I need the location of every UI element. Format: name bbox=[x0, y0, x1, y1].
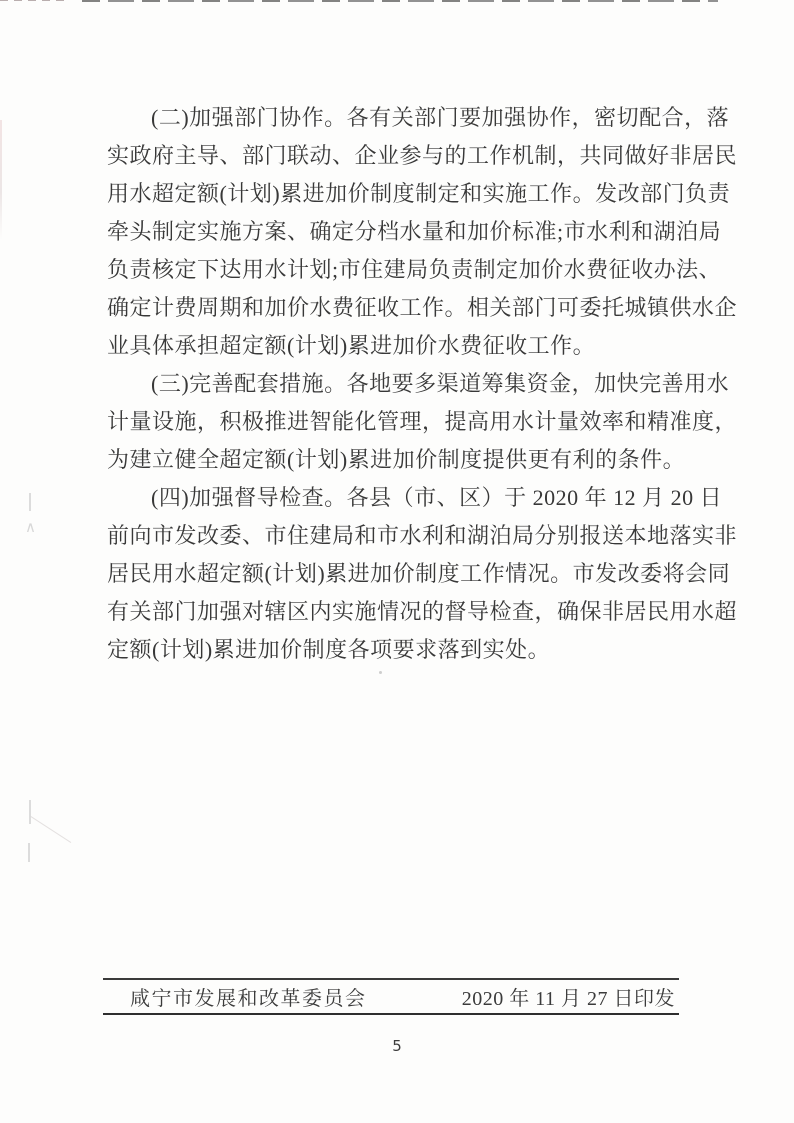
text-line: 定额(计划)累进加价制度各项要求落到实处。 bbox=[107, 637, 551, 662]
text-line: 负责核定下达用水计划;市住建局负责制定加价水费征收办法、 bbox=[107, 257, 722, 282]
text-line: (二)加强部门协作。各有关部门要加强协作，密切配合，落 bbox=[151, 105, 730, 130]
scan-smudge-artifact bbox=[29, 493, 31, 511]
scan-smudge-artifact bbox=[28, 843, 30, 862]
text-line: 业具体承担超定额(计划)累进加价水费征收工作。 bbox=[107, 333, 596, 358]
scan-smudge-artifact bbox=[30, 816, 71, 843]
text-line: 居民用水超定额(计划)累进加价制度工作情况。市发改委将会同 bbox=[107, 561, 731, 586]
footer-content bbox=[103, 980, 679, 1013]
scan-edge-top-left-artifact bbox=[0, 0, 70, 1]
text-line: 计量设施，积极推进智能化管理，提高用水计量效率和精准度， bbox=[107, 409, 738, 434]
scan-edge-left-artifact bbox=[0, 120, 2, 240]
text-line: 为建立健全超定额(计划)累进加价制度提供更有利的条件。 bbox=[107, 447, 686, 472]
print-date: 2020 年 11 月 27 日印发 bbox=[461, 988, 675, 1010]
text-line: 实政府主导、部门联动、企业参与的工作机制，共同做好非居民 bbox=[107, 143, 738, 168]
text-line: 前向市发改委、市住建局和市水利和湖泊局分别报送本地落实非 bbox=[107, 523, 738, 548]
text-line: 用水超定额(计划)累进加价制度制定和实施工作。发改部门负责 bbox=[107, 181, 731, 206]
scan-edge-top-artifact bbox=[82, 0, 718, 2]
text-line: (四)加强督导检查。各县（市、区）于 2020 年 12 月 20 日 bbox=[151, 485, 723, 510]
text-line: 确定计费周期和加价水费征收工作。相关部门可委托城镇供水企 bbox=[107, 295, 738, 320]
scan-smudge-artifact: ∧ bbox=[25, 518, 36, 536]
issuing-agency: 咸宁市发展和改革委员会 bbox=[130, 988, 367, 1010]
text-line: (三)完善配套措施。各地要多渠道筹集资金，加快完善用水 bbox=[151, 371, 730, 396]
text-line: 有关部门加强对辖区内实施情况的督导检查，确保非居民用水超 bbox=[107, 599, 738, 624]
page-number: 5 bbox=[392, 1037, 402, 1055]
text-line: 牵头制定实施方案、确定分档水量和加价标准;市水利和湖泊局 bbox=[107, 219, 722, 244]
scan-dot-artifact bbox=[379, 671, 382, 674]
footer-rule-bottom bbox=[103, 1013, 679, 1015]
document-body bbox=[107, 99, 738, 669]
scan-smudge-artifact bbox=[29, 800, 31, 824]
